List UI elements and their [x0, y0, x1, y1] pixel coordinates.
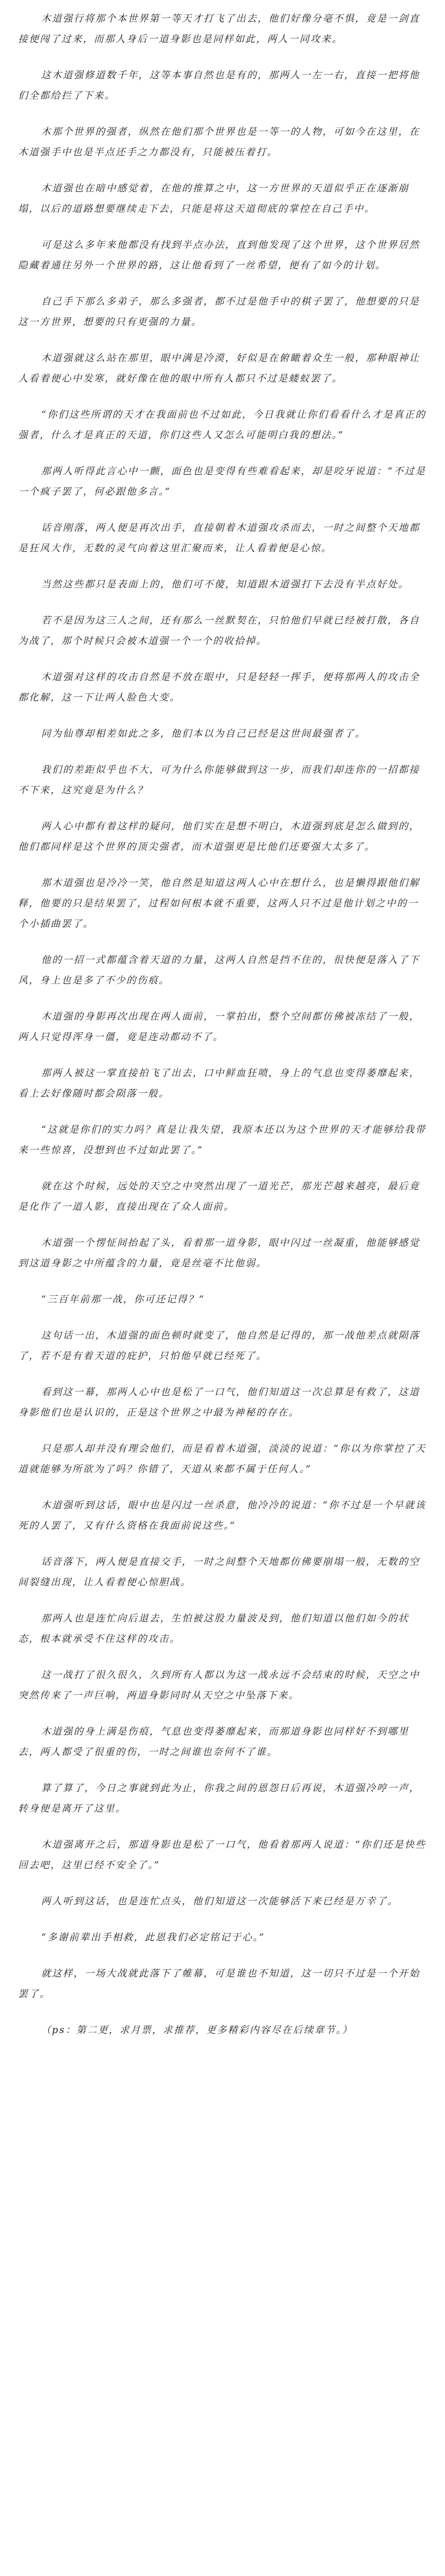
paragraph: 木那个世界的强者，纵然在他们那个世界也是一等一的人物，可如今在这里，在木道强手中也是半点还手之力都没有，只能被压着打。 — [18, 126, 420, 158]
paragraph: “三百年前那一战，你可还记得？” — [41, 1293, 205, 1305]
paragraph: 那两人也是连忙向后退去，生怕被这股力量波及到，他们知道以他们如今的状态，根本就承受不住这样的攻击。 — [18, 1612, 410, 1644]
paragraph: 两人听到这话，也是连忙点头，他们知道这一次能够活下来已经是万幸了。 — [41, 1895, 399, 1907]
paragraph: “你们这些所谓的天才在我面前也不过如此，今日我就让你们看看什么才是真正的强者，什么才是真正的天道，你们这些人又怎么可能明白我的想法。” — [18, 409, 426, 441]
paragraph: 这木道强修道数千年，这等本事自然也是有的，那两人一左一右，直接一把将他们全都给拦了下来。 — [18, 69, 420, 101]
paragraph: 两人心中都有着这样的疑问，他们实在是想不明白，木道强到底是怎么做到的，他们都同样是这个世界的顶尖强者，而木道强更是比他们还要强大太多了。 — [18, 820, 420, 852]
paragraph: 同为仙尊却相差如此之多，他们本以为自己已经是这世间最强者了。 — [41, 728, 366, 739]
paragraph: 那木道强也是冷冷一笑，他自然是知道这两人心中在想什么，也是懒得跟他们解释，他要的只是结果罢了，过程如何根本就不重要，这两人只不过是他计划之中的一个小插曲罢了。 — [18, 877, 420, 929]
paragraph: 当然这些都只是表面上的，他们可不傻，知道跟木道强打下去没有半点好处。 — [41, 578, 410, 590]
paragraph: 木道强一个愣怔间抬起了头，看着那一道身影，眼中闪过一丝凝重，他能够感觉到这道身影之中所蕴含的力量，竟是丝毫不比他弱。 — [18, 1237, 420, 1269]
paragraph: “多谢前辈出手相救，此恩我们必定铭记于心。” — [41, 1931, 265, 1943]
paragraph: 这一战打了很久很久，久到所有人都以为这一战永远不会结束的时候，天空之中突然传来了一声巨响，两道身影同时从天空之中坠落下来。 — [18, 1669, 420, 1701]
paragraph: 我们的差距似乎也不大，可为什么你能够做到这一步，而我们却连你的一招都接不下来，这究竟是为什么？ — [18, 764, 420, 796]
paragraph: 木道强就这么站在那里，眼中满是冷漠，好似是在俯瞰着众生一般，那种眼神让人看着便心中发寒，就好像在他的眼中所有人都只不过是蝼蚁罢了。 — [18, 352, 420, 384]
paragraph: 自己手下那么多弟子，那么多强者，都不过是他手中的棋子罢了，他想要的只是这一方世界，想要的只有更强的力量。 — [18, 296, 420, 327]
paragraph: 算了算了，今日之事就到此为止，你我之间的恩怨日后再说，木道强冷哼一声，转身便是离开了这里。 — [18, 1782, 420, 1814]
paragraph: 木道强的身影再次出现在两人面前，一掌拍出，整个空间都仿佛被冻结了一般，两人只觉得浑身一僵，竟是连动都动不了。 — [18, 1011, 420, 1042]
paragraph: 话音刚落，两人便是再次出手，直接朝着木道强攻杀而去，一时之间整个天地都是狂风大作，无数的灵气向着这里汇聚而来，让人看着便是心惊。 — [18, 522, 420, 554]
paragraph: 木道强离开之后，那道身影也是松了一口气，他看着那两人说道：“你们还是快些回去吧，这里已经不安全了。” — [18, 1839, 426, 1871]
paragraph: 若不是因为这三人之间，还有那么一丝默契在，只怕他们早就已经被打散，各自为战了，那个时候只会被木道强一个一个的收拾掉。 — [18, 615, 420, 646]
paragraph: 木道强也在暗中感觉着，在他的推算之中，这一方世界的天道似乎正在逐渐崩塌，以后的道路想要继续走下去，只能是将这天道彻底的掌控在自己手中。 — [18, 182, 410, 214]
paragraph: 就在这个时候，远处的天空之中突然出现了一道光芒，那光芒越来越亮，最后竟是化作了一道人影，直接出现在了众人面前。 — [18, 1180, 420, 1212]
paragraph: 可是这么多年来他都没有找到半点办法，直到他发现了这个世界，这个世界居然隐藏着通往另外一个世界的路，这让他看到了一丝希望，便有了如今的计划。 — [18, 239, 420, 271]
paragraph: 那两人被这一掌直接拍飞了出去，口中鲜血狂喷，身上的气息也变得萎靡起来，看上去好像随时都会陨落一般。 — [18, 1067, 420, 1099]
paragraph: 只是那人却并没有理会他们，而是看着木道强，淡淡的说道：“你以为你掌控了天道就能够为所欲为了吗？你错了，天道从来都不属于任何人。” — [18, 1443, 426, 1475]
paragraph: 木道强的身上满是伤痕，气息也变得萎靡起来，而那道身影也同样好不到哪里去，两人都受了很重的伤，一时之间谁也奈何不了谁。 — [18, 1726, 410, 1757]
paragraph: 木道强对这样的攻击自然是不放在眼中，只是轻轻一挥手，便将那两人的攻击全都化解，这一下让两人脸色大变。 — [18, 671, 420, 703]
paragraph: 木道强行将那个本世界第一等天才打飞了出去，他们好像分毫不惧，竟是一剑直接便闯了过来，而那人身后一道身影也是同样如此，两人一同攻来。 — [18, 13, 420, 45]
paragraph: 话音落下，两人便是直接交手，一时之间整个天地都仿佛要崩塌一般，无数的空间裂缝出现，让人看着便心惊胆战。 — [18, 1556, 420, 1588]
paragraph: 那两人听得此言心中一颤，面色也是变得有些难看起来，却是咬牙说道：“不过是一个疯子罢了，何必跟他多言。” — [18, 465, 426, 497]
paragraph: 看到这一幕，那两人心中也是松了一口气，他们知道这一次总算是有救了，这道身影他们也是认识的，正是这个世界之中最为神秘的存在。 — [18, 1386, 420, 1418]
paragraph: “这就是你们的实力吗？真是让我失望，我原本还以为这个世界的天才能够给我带来一些惊喜，没想到也不过如此罢了。” — [18, 1124, 426, 1156]
paragraph: 他的一招一式都蕴含着天道的力量，这两人自然是挡不住的，很快便是落入了下风，身上也是多了不少的伤痕。 — [18, 954, 420, 986]
paragraph: （ps：第二更，求月票，求推荐，更多精彩内容尽在后续章节。） — [41, 2024, 353, 2036]
paragraph: 木道强听到这话，眼中也是闪过一丝杀意，他冷冷的说道：“你不过是一个早就该死的人罢了，又有什么资格在我面前说这些。” — [18, 1499, 426, 1531]
paragraph: 这句话一出，木道强的面色顿时就变了，他自然是记得的，那一战他差点就陨落了，若不是有着天道的庇护，只怕他早就已经死了。 — [18, 1330, 420, 1361]
paragraph: 就这样，一场大战就此落下了帷幕，可是谁也不知道，这一切只不过是一个开始罢了。 — [18, 1968, 420, 1999]
